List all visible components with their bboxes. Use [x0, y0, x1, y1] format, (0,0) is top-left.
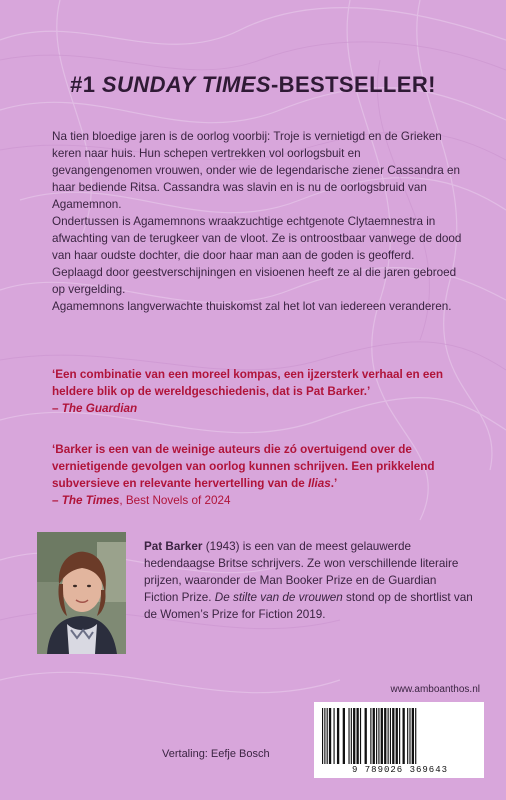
barcode-bar [399, 708, 400, 764]
barcode-bar [337, 708, 339, 764]
barcode-bar [327, 708, 328, 764]
author-bio: Pat Barker (1943) is een van de meest gelauwerde hedendaagse Britse schrijvers. Ze won verschillende literaire prijzen, waaronder de Man Booker Prize en de Guardian Fiction Prize. De stilte van de vrouwen stond op de shortlist van de Women’s Prize for Fiction 2019. [144, 540, 473, 621]
publisher-website: www.amboanthos.nl [390, 684, 480, 695]
barcode-bar [334, 708, 335, 764]
barcode-bar [360, 708, 361, 764]
headline-italic: SUNDAY TIMES [101, 72, 271, 97]
barcode-bar [329, 708, 331, 764]
barcode-bar [412, 708, 414, 764]
barcode-bar [343, 708, 345, 764]
barcode-bar [388, 708, 389, 764]
review-quote-guardian [52, 366, 462, 417]
barcode-bar [392, 708, 394, 764]
blurb [52, 128, 462, 315]
review-quote-times: ‘Barker is een van de weinige auteurs die zó overtuigend over de vernietigende gevolgen van oorlog kunnen schrijven. Een prikkelend subversieve en relevante hervertelling van de Ilias.’ – The Times, Best Novels of 2024 [52, 441, 462, 509]
barcode-bar [357, 708, 359, 764]
barcode-bar [403, 708, 405, 764]
blurb-paragraph-1: Na tien bloedige jaren is de oorlog voorbij: Troje is vernietigd en de Grieken keren naar huis. Hun schepen vertrekken vol oorlogsbuit en gevangengenomen vrouwen, onder wie de legendarische ziener Cassandra en haar bediende Ritsa. Cassandra was slavin en is nu de oorlogsbruid van Agamemnon. [52, 130, 461, 211]
barcode-bar [407, 708, 408, 764]
barcode-bar [348, 708, 349, 764]
quote-attribution: – The Guardian [52, 402, 138, 415]
book-title: De stilte van de vrouwen [214, 591, 343, 604]
headline: #1 SUNDAY TIMES-BESTSELLER! [70, 72, 436, 97]
barcode-bar [415, 708, 416, 764]
barcode-bar [378, 708, 379, 764]
barcode-bar [376, 708, 377, 764]
barcode-bar [409, 708, 410, 764]
quote-italic: Ilias [307, 477, 331, 490]
barcode-bar [322, 708, 323, 764]
blurb-paragraph-2: Ondertussen is Agamemnons wraakzuchtige echtgenote Clytaemnestra in afwachting van de terugkeer van de vloot. Ze is ontroostbaar vanwege de dood van haar oudste dochter, die door haar man aan de goden is geofferd. Geplaagd door geestverschijningen en visioenen heeft ze al die jaren gebroed op vergelding. [52, 215, 462, 296]
barcode-bar [324, 708, 325, 764]
author-name: Pat Barker [144, 540, 203, 553]
quote-text: ‘Een combinatie van een moreel kompas, een ijzersterk verhaal en een heldere blik op de wereldgeschiedenis, dat is Pat Barker.’ [52, 368, 444, 398]
barcode-bar [373, 708, 375, 764]
blurb-paragraph-3: Agamemnons langverwachte thuiskomst zal het lot van iedereen veranderen. [52, 300, 452, 313]
author-photo [37, 532, 126, 654]
barcode-bar [353, 708, 355, 764]
quote-text: ‘Barker is een van de weinige auteurs die zó overtuigend over de vernietigende gevolgen van oorlog kunnen schrijven. Een prikkelend subversieve en relevante hervertelling van de [52, 443, 435, 490]
translator-credit: Vertaling: Eefje Bosch [162, 748, 270, 760]
barcode-bar [384, 708, 386, 764]
quote-attribution: – The Times, Best Novels of 2024 [52, 494, 231, 507]
barcode-bar [365, 708, 367, 764]
barcode-bar [390, 708, 391, 764]
barcode-bar [396, 708, 398, 764]
barcode-bar [351, 708, 352, 764]
barcode-bar [381, 708, 383, 764]
barcode-digits: 9 789026 369643 [351, 765, 448, 775]
barcode-bar [370, 708, 371, 764]
